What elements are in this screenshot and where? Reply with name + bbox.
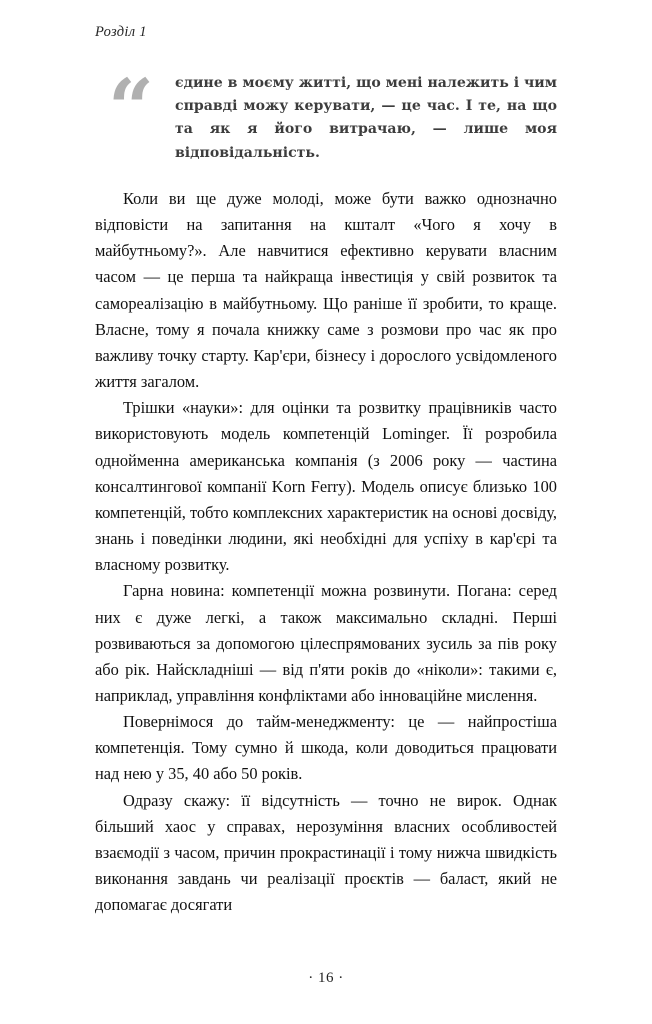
- open-quote-icon: “: [108, 61, 153, 155]
- page-number: · 16 ·: [308, 970, 344, 986]
- pull-quote-text: єдине в моєму житті, що мені належить і чим справді можу керувати, — це час. І те, на що та як я його витрачаю, — лише моя відповідальність.: [175, 75, 557, 161]
- running-head: Розділ 1: [95, 24, 147, 40]
- paragraph: Трішки «науки»: для оцінки та розвитку працівників часто використовують модель компетенцій Lominger. Її розробила однойменна американська компанія (з 2006 року — частина консалтингової компанії Korn Ferry). Модель описує близько 100 компетенцій, тобто комплексних характеристик на основі досвіду, знань і поведінки людини, які необхідні для успіху в кар'єрі та власному розвитку.: [95, 398, 557, 575]
- paragraph: Гарна новина: компетенції можна розвинути. Погана: серед них є дуже легкі, а також максимально складні. Перші розвиваються за допомогою цілеспрямованих зусиль за пів року або рік. Найскладніші — від п'яти років до «ніколи»: такими є, наприклад, управління конфліктами або інноваційне мислення.: [95, 581, 557, 705]
- paragraph: Повернімося до тайм-менеджменту: це — найпростіша компетенція. Тому сумно й шкода, коли доводиться працювати над нею у 35, 40 або 50 років.: [95, 712, 557, 784]
- pull-quote: [95, 61, 557, 165]
- paragraph: Коли ви ще дуже молоді, може бути важко однозначно відповісти на запитання на кшталт «Чого я хочу в майбутньому?». Але навчитися ефективно керувати власним часом — це перша та найкраща інвестиція у свій розвиток та самореалізацію в майбутньому. Що раніше її зробити, то краще. Власне, тому я почала книжку саме з розмови про час як про важливу точку старту. Кар'єри, бізнесу і дорослого усвідомленого життя загалом.: [95, 189, 557, 392]
- body-copy: [95, 186, 557, 918]
- paragraph: Одразу скажу: її відсутність — точно не вирок. Однак більший хаос у справах, нерозуміння власних особливостей взаємодії з часом, причин прокрастинації і тому нижча швидкість виконання завдань чи реалізації проєктів — баласт, який не допомагає досягати: [95, 790, 557, 915]
